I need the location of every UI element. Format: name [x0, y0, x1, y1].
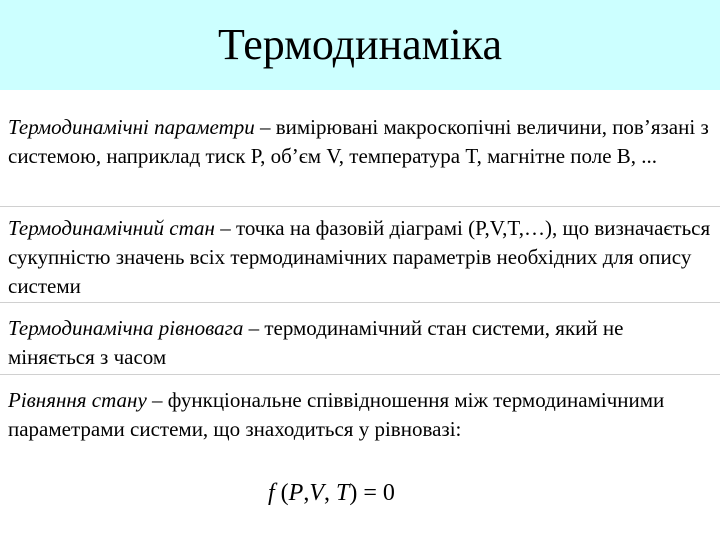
definition-thermodynamic-equilibrium	[8, 314, 714, 372]
definition-text: – термодинамічний стан системи, який не міняється з часом	[8, 316, 624, 369]
definition-thermodynamic-state	[8, 214, 714, 301]
formula-volume: V	[309, 480, 325, 506]
definition-text: – функціональне співвідношення між термодинамічними параметрами системи, що знаходиться у рівновазі:	[8, 388, 665, 441]
formula-function: f	[268, 480, 275, 506]
formula-close-paren: )	[349, 480, 358, 506]
separator	[0, 302, 720, 303]
formula-comma: ,	[303, 480, 310, 506]
definition-term: Термодинамічні параметри	[8, 115, 255, 139]
formula-temperature: T	[336, 480, 350, 506]
formula-pressure: P	[288, 480, 304, 506]
equation-of-state-formula	[268, 478, 395, 508]
definition-term: Термодинамічний стан	[8, 216, 215, 240]
definition-text: – точка на фазовій діаграмі (P,V,T,…), що визначається сукупністю значень всіх термодинамічних параметрів необхідних для опису системи	[8, 216, 711, 298]
formula-open-paren: (	[274, 480, 289, 506]
formula-equals-zero: = 0	[357, 480, 395, 506]
formula-comma: ,	[324, 480, 337, 506]
definition-term: Рівняння стану	[8, 388, 147, 412]
definition-thermodynamic-parameters	[8, 113, 714, 171]
definition-text: – вимірювані макроскопічні величини, пов’язані з системою, наприклад тиск P, об’єм V, температура T, магнітне поле B, ...	[8, 115, 709, 168]
slide-title: Термодинаміка	[218, 20, 502, 69]
definition-term: Термодинамічна рівновага	[8, 316, 244, 340]
definition-equation-of-state	[8, 386, 714, 444]
separator	[0, 374, 720, 375]
separator	[0, 206, 720, 207]
